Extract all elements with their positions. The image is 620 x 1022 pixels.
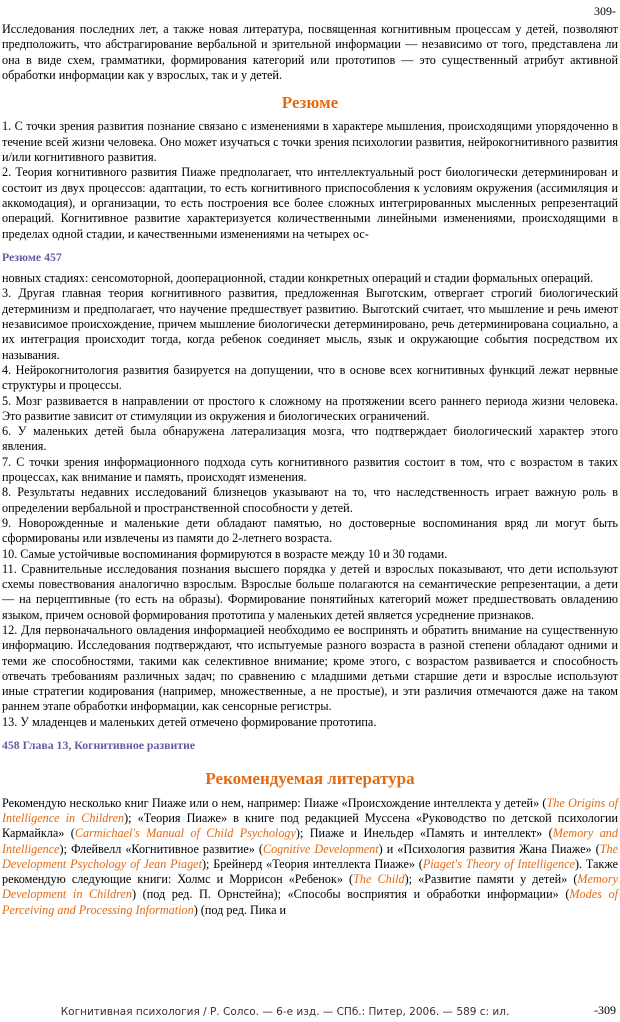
book-title: The Origins of Intelligence in Children: [2, 795, 618, 825]
literature-paragraph: [2, 796, 618, 918]
summary-item: 12. Для первоначального овладения информацией необходимо ее воспринять и обратить внимание на существенную информацию. Исследования подтверждают, что испытуемые разного возраста в разной степени обладают одними и теми же способностями, такими как селективное внимание; кроме этого, с возрастом развивается и способность отвечать требованиям различных задач; по сравнению с младшими детьми старшие дети и взрослые используют иные стратегии кодирования (например, множественные, а не простые), и эти различия отмечаются даже на таком раннем этапе обработки информации, как сенсорные регистры.: [2, 622, 618, 714]
summary-item: 13. У младенцев и маленьких детей отмечено формирование прототипа.: [2, 714, 377, 729]
summary-item: 11. Сравнительные исследования познания высшего порядка у детей и взрослых показывают, что дети используют схемы повествования аналогично взрослым. Взрослые больше полагаются на семантические репрезентации, а дети — на перцептивные (то есть на образы). Формирование понятийных категорий может предшествовать овладению языком, причем основой формирования прототипа у маленьких детей является усреднение признаков.: [2, 561, 618, 622]
summary-item: 1. С точки зрения развития познание связано с изменениями в характере мышления, происходящими упорядоченно в течение всей жизни человека. Оно может изучаться с точки зрения психологии развития, нейрокогнитивного развития и/или когнитивного развития.: [2, 119, 618, 165]
literature-text: ); Пиаже и Инельдер «Память и интеллект» (: [295, 826, 553, 841]
page-content: [2, 22, 618, 918]
literature-text: ). Также рекомендую следующие книги: Холмс и Моррисон «Ребенок» (: [2, 856, 618, 887]
book-title: Memory and Intelligence: [2, 826, 618, 856]
running-head: Резюме 457: [2, 249, 62, 264]
summary-item: 8. Результаты недавних исследований близнецов указывают на то, что наследственность играет важную роль в определении вербальной и пространственной способности у детей.: [2, 485, 618, 515]
running-head: 458 Глава 13, Когнитивное развитие: [2, 738, 196, 753]
summary-heading: Резюме: [281, 93, 339, 113]
literature-text: ) (под ред. П. Орнстейна); «Способы восприятия и обработки информации» (: [131, 887, 570, 902]
book-title: The Child: [353, 872, 405, 887]
summary-item: 2. Теория когнитивного развития Пиаже предполагает, что интеллектуальный рост биологически детерминирован и состоит из двух процессов: адаптации, то есть когнитивного приспособления к условиям окружения (ассимиляция и аккомодация), и организации, то есть построения все более сложных интегрированных мысленных репрезентаций операций. Когнитивное развитие характеризуется количественными линейными изменениями, происходящими в пределах одной стадии, и качественными изменениями на четырех ос-: [2, 165, 618, 241]
literature-text: ); «Теория Пиаже» в книге под редакцией Муссена «Руководство по детской психологии Кармайкла» (: [2, 810, 618, 841]
summary-item: 10. Самые устойчивые воспоминания формируются в возрасте между 10 и 30 годами.: [2, 546, 448, 561]
literature-text: ); Брейнерд «Теория интеллекта Пиаже» (: [201, 856, 423, 871]
literature-text: ) и «Психология развития Жана Пиаже» (: [378, 841, 600, 856]
summary-item: новных стадиях: сенсомоторной, дооперационной, стадии конкретных операций и стадии формальных операций.: [2, 271, 594, 286]
literature-text: ); «Развитие памяти у детей» (: [404, 872, 578, 887]
summary-item: 9. Новорожденные и маленькие дети обладают памятью, но достоверные воспоминания вряд ли могут быть сформированы или извлечены из памяти до 2-летнего возраста.: [2, 515, 618, 546]
book-title: Carmichael's Manual of Child Psychology: [74, 826, 296, 841]
summary-item: 3. Другая главная теория когнитивного развития, предложенная Выготским, отвергает строгий биологический детерминизм и предполагает, что научение предшествует развитию. Выготский считает, что мышление и речь имеют независимое происхождение, причем мышление биологически детерминировано, речь детерминирована социально, а их интеграция происходит тогда, когда ребенок соединяет мысль, язык и окружающие события посредством их называния.: [2, 286, 618, 362]
literature-text: Рекомендую несколько книг Пиаже или о нем, например: Пиаже «Происхождение интеллекта у детей» (: [2, 795, 547, 810]
literature-heading: Рекомендуемая литература: [205, 769, 415, 789]
intro-paragraph: Исследования последних лет, а также новая литература, посвященная когнитивным процессам у детей, позволяют предположить, что абстрагирование вербальной и зрительной информации — независимо от того, представлена ли она в виде схем, грамматики, формирования категорий или прототипов — это существенный атрибут активной обработки информации как у взрослых, так и у детей.: [2, 22, 618, 82]
summary-item: 5. Мозг развивается в направлении от простого к сложному на протяжении всего раннего периода жизни человека. Это развитие зависит от стимуляции из окружения и биологических ограничений.: [2, 393, 618, 423]
book-title: The Development Psychology of Jean Piaget: [2, 841, 618, 871]
page-number-top: 309-: [594, 4, 616, 18]
summary-item: 7. С точки зрения информационного подхода суть когнитивного развития состоит в том, что с возрастом в таких процессах, как внимание и память, происходят изменения.: [2, 454, 618, 485]
page-number-bottom: -309: [594, 1003, 616, 1017]
literature-text: ) (под ред. Пика и: [193, 902, 287, 917]
summary-item: 6. У маленьких детей была обнаружена латерализация мозга, что подтверждает биологический характер этого явления.: [2, 424, 618, 454]
footer-citation: Когнитивная психология / Р. Солсо. — 6-е изд. — СПб.: Питер, 2006. — 589 с: ил.: [60, 1006, 510, 1018]
book-title: Cognitive Development: [262, 841, 379, 856]
summary-item: 4. Нейрокогнитология развития базируется на допущении, что в основе всех когнитивных функций лежат нервные структуры и процессы.: [2, 362, 618, 393]
book-title: Piaget's Theory of Intelligence: [422, 856, 575, 871]
book-title: Modes of Perceiving and Processing Information: [2, 887, 618, 917]
literature-text: ); Флейвелл «Когнитивное развитие» (: [59, 841, 263, 856]
book-title: Memory Development in Children: [2, 872, 618, 902]
